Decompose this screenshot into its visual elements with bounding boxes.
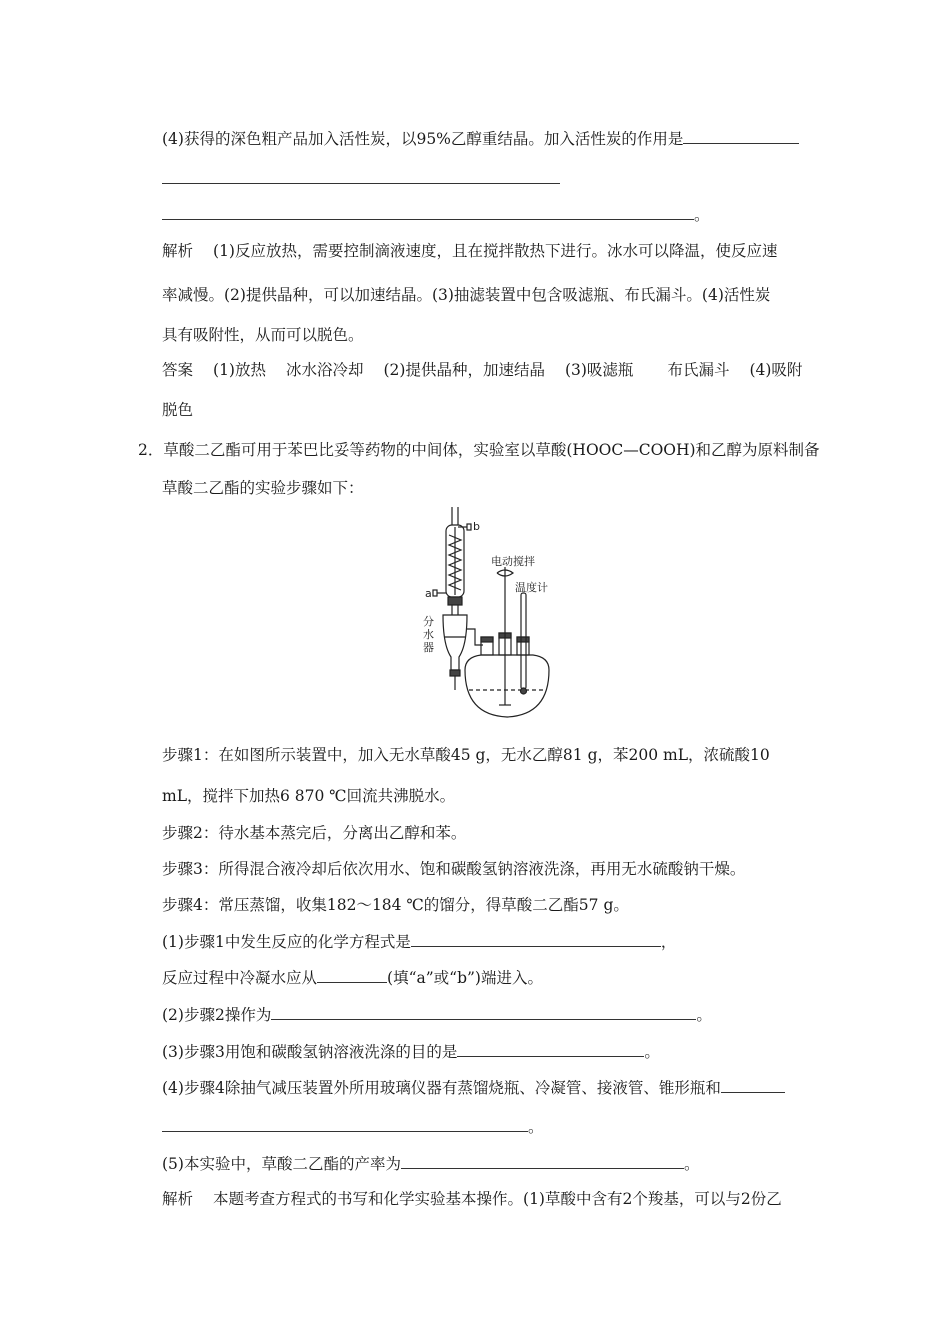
answer-blank[interactable]: [162, 1116, 528, 1132]
q1-analysis-line2: 率减慢。(2)提供晶种，可以加速结晶。(3)抽滤装置中包含吸滤瓶、布氏漏斗。(4)活性炭: [162, 286, 771, 304]
answer-blank[interactable]: [271, 1004, 696, 1020]
answer-line[interactable]: [162, 183, 560, 184]
q2-analysis-line1: 解析 本题考查方程式的书写和化学实验基本操作。(1)草酸中含有2个羧基，可以与2份乙: [162, 1190, 782, 1208]
q2-part4-line2: 。: [162, 1116, 544, 1137]
label-a: a: [425, 587, 432, 600]
q1-part4-line3: 。: [162, 204, 710, 225]
apparatus-figure: [415, 505, 555, 725]
q2-step2: 步骤2：待水基本蒸完后，分离出乙醇和苯。: [162, 824, 467, 842]
answer-blank[interactable]: [457, 1041, 644, 1057]
label-separator-1: 分: [423, 615, 434, 628]
q2-part4: (4)步骤4除抽气减压装置外所用玻璃仪器有蒸馏烧瓶、冷凝管、接液管、锥形瓶和: [162, 1077, 785, 1098]
q1-answer-line2: 脱色: [162, 401, 194, 419]
q2-intro-line2: 草酸二乙酯的实验步骤如下：: [162, 479, 364, 497]
q1-analysis-line3: 具有吸附性，从而可以脱色。: [162, 326, 364, 344]
q1-part4: (4)获得的深色粗产品加入活性炭，以95%乙醇重结晶。加入活性炭的作用是: [162, 128, 799, 149]
q2-part2: (2)步骤2操作为 。: [162, 1006, 712, 1024]
q2-step1-line1: 步骤1：在如图所示装置中，加入无水草酸45 g，无水乙醇81 g，苯200 mL，浓硫酸10: [162, 746, 770, 764]
label-separator-3: 器: [423, 641, 434, 654]
q2-intro-line1: 2．草酸二乙酯可用于苯巴比妥等药物的中间体，实验室以草酸(HOOC—COOH)和乙醇为原料制备: [138, 441, 820, 459]
label-separator-2: 水: [423, 628, 434, 641]
q2-step1-line2: mL，搅拌下加热6 870 ℃回流共沸脱水。: [162, 787, 456, 805]
q1-answer-line1: 答案 (1)放热 冰水浴冷却 (2)提供晶种，加速结晶 (3)吸滤瓶 布氏漏斗 (4)吸附: [162, 361, 803, 379]
answer-blank[interactable]: [401, 1153, 684, 1169]
q2-step4: 步骤4：常压蒸馏，收集182～184 ℃的馏分，得草酸二乙酯57 g。: [162, 896, 629, 914]
answer-blank[interactable]: [317, 967, 387, 983]
q2-part5: (5)本实验中，草酸二乙酯的产率为 。: [162, 1155, 700, 1173]
q2-part1b: 反应过程中冷凝水应从 (填“a”或“b”)端进入。: [162, 969, 543, 987]
label-thermometer: 温度计: [515, 581, 548, 594]
q2-step3: 步骤3：所得混合液冷却后依次用水、饱和碳酸氢钠溶液洗涤，再用无水硫酸钠干燥。: [162, 860, 746, 878]
q2-part1a: (1)步骤1中发生反应的化学方程式是 ，: [162, 933, 677, 951]
answer-blank[interactable]: [162, 204, 694, 220]
answer-blank[interactable]: [683, 128, 799, 144]
q1-analysis-line1: 解析 (1)反应放热，需要控制滴液速度，且在搅拌散热下进行。冰水可以降温，使反应速: [162, 242, 778, 260]
answer-blank[interactable]: [721, 1077, 785, 1093]
q2-part3: (3)步骤3用饱和碳酸氢钠溶液洗涤的目的是 。: [162, 1043, 660, 1061]
answer-blank[interactable]: [411, 931, 661, 947]
label-b: b: [473, 520, 480, 533]
label-stirrer: 电动搅拌: [491, 555, 535, 568]
